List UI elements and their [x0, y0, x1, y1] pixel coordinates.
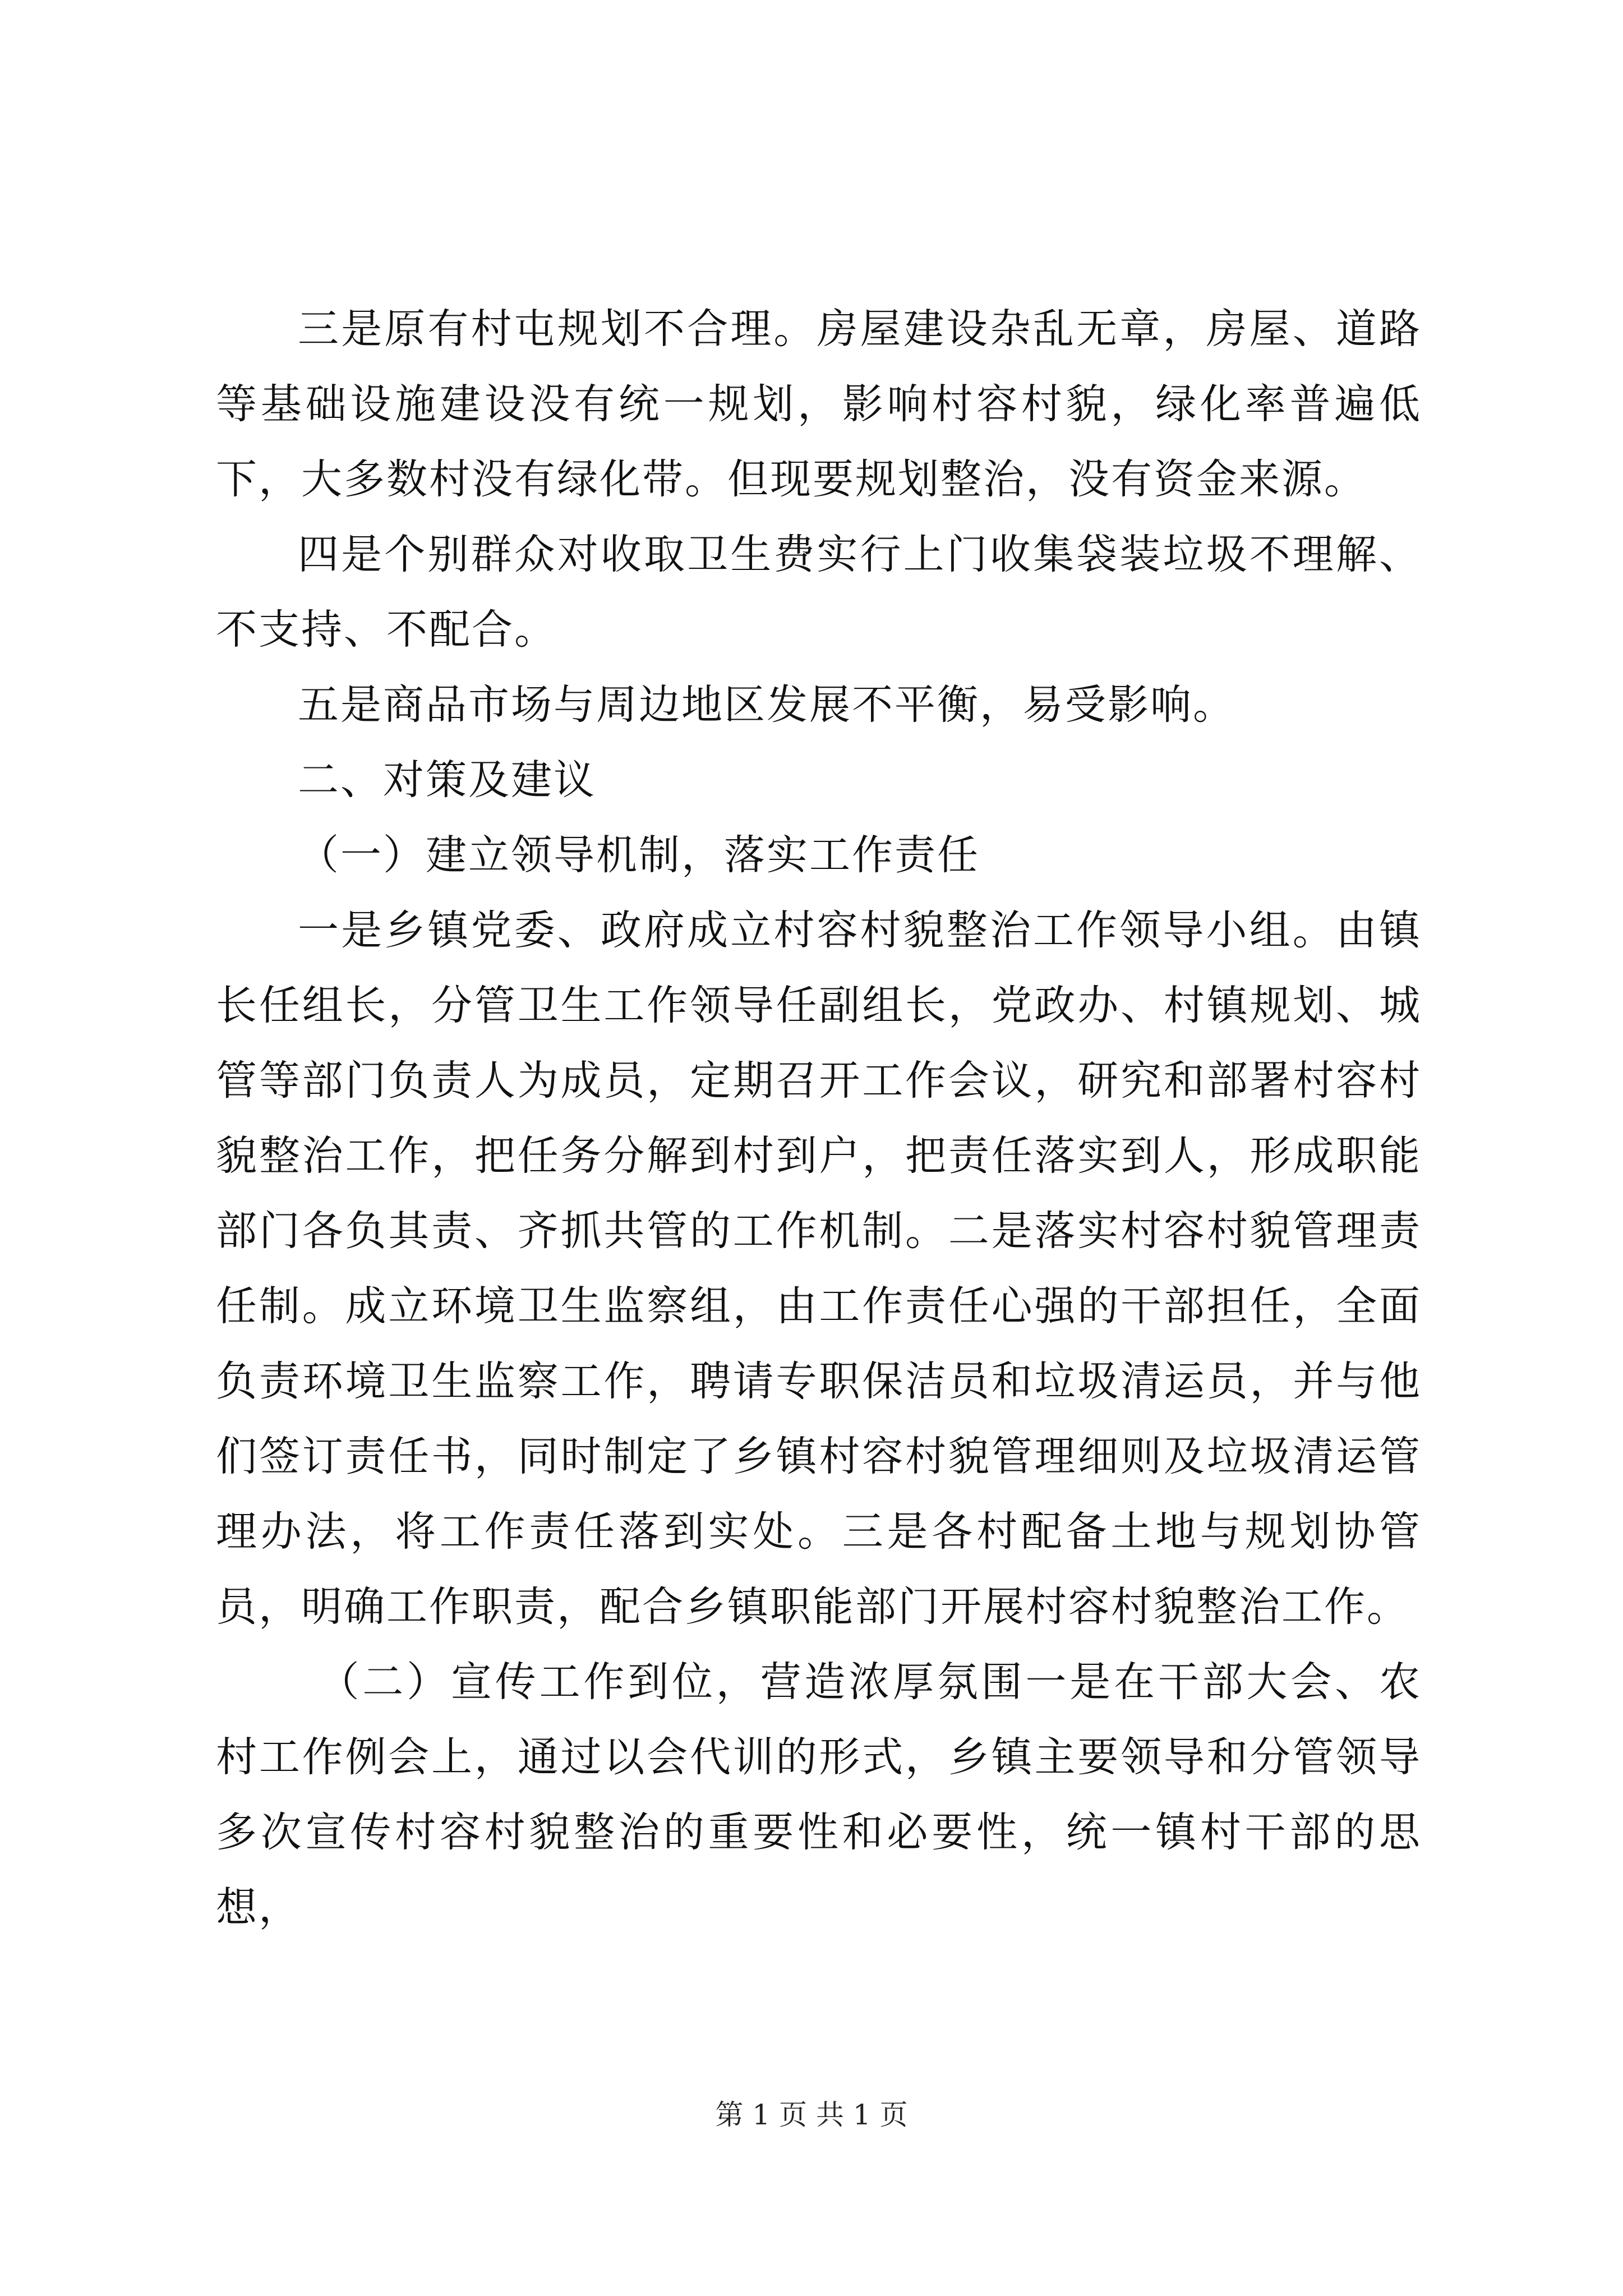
page-number-footer: 第 1 页 共 1 页: [715, 2099, 908, 2131]
paragraph-problem-5: 五是商品市场与周边地区发展不平衡，易受影响。: [298, 681, 1235, 729]
paragraph-problem-3: 三是原有村屯规划不合理。房屋建设杂乱无章，房屋、道路等基础设施建设没有统一规划，影响村容村貌，绿化率普遍低下，大多数村没有绿化带。但现要规划整治，没有资金来源。: [216, 305, 1422, 503]
section-heading-countermeasures: 二、对策及建议: [298, 756, 596, 804]
paragraph-leadership-mechanism: 一是乡镇党委、政府成立村容村貌整治工作领导小组。由镇长任组长，分管卫生工作领导任副组长，党政办、村镇规划、城管等部门负责人为成员，定期召开工作会议，研究和部署村容村貌整治工作，把任务分解到村到户，把责任落实到人，形成职能部门各负其责、齐抓共管的工作机制。二是落实村容村貌管理责任制。成立环境卫生监察组，由工作责任心强的干部担任，全面负责环境卫生监察工作，聘请专职保洁员和垃圾清运员，并与他们签订责任书，同时制定了乡镇村容村貌管理细则及垃圾清运管理办法，将工作责任落到实处。三是各村配备土地与规划协管员，明确工作职责，配合乡镇职能部门开展村容村貌整治工作。: [216, 907, 1422, 1631]
document-body: [216, 292, 1422, 1945]
paragraph-publicity: （二）宣传工作到位，营造浓厚氛围一是在干部大会、农村工作例会上，通过以会代训的形式，乡镇主要领导和分管领导多次宣传村容村貌整治的重要性和必要性，统一镇村干部的思想，: [216, 1658, 1422, 1931]
paragraph-problem-4: 四是个别群众对收取卫生费实行上门收集袋装垃圾不理解、不支持、不配合。: [216, 531, 1422, 654]
subsection-heading-1: （一）建立领导机制，落实工作责任: [298, 831, 980, 879]
